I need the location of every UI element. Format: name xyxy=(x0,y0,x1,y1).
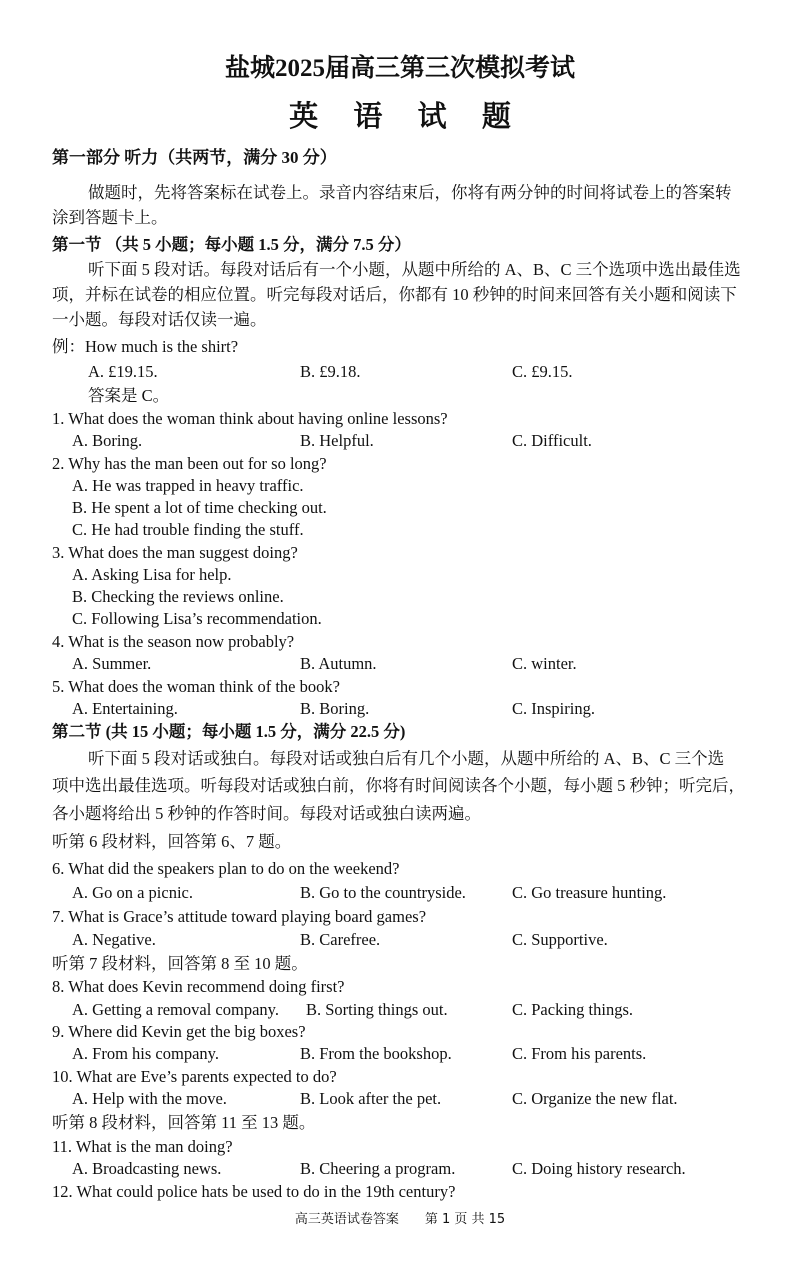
question-7: 7. What is Grace’s attitude toward playing board games? xyxy=(52,907,427,926)
example-answer: 答案是 C。 xyxy=(88,386,170,405)
q6-option-c: C. Go treasure hunting. xyxy=(512,883,667,902)
part1-heading: 第一部分 听力（共两节，满分 30 分） xyxy=(52,148,337,167)
question-4: 4. What is the season now probably? xyxy=(52,632,295,651)
q2-option-a: A. He was trapped in heavy traffic. xyxy=(72,476,304,495)
question-9: 9. Where did Kevin get the big boxes? xyxy=(52,1022,306,1041)
q10-option-c: C. Organize the new flat. xyxy=(512,1089,678,1108)
q6-option-b: B. Go to the countryside. xyxy=(300,883,466,902)
material-8-label: 听第 8 段材料，回答第 11 至 13 题。 xyxy=(52,1113,316,1132)
section2-instruction: 听下面 5 段对话或独白。每段对话或独白后有几个小题，从题中所给的 A、B、C 三个选 xyxy=(88,749,725,768)
section1-instruction: 一小题。每段对话仅读一遍。 xyxy=(52,310,267,329)
q4-option-c: C. winter. xyxy=(512,654,577,673)
q9-option-c: C. From his parents. xyxy=(512,1044,647,1063)
part1-instruction: 做题时，先将答案标在试卷上。录音内容结束后，你将有两分钟的时间将试卷上的答案转 xyxy=(88,183,732,202)
q4-option-b: B. Autumn. xyxy=(300,654,377,673)
q10-option-b: B. Look after the pet. xyxy=(300,1089,442,1108)
section2-instruction: 项中选出最佳选项。听每段对话或独白前，你将有时间阅读各个小题，每小题 5 秒钟；听完后， xyxy=(52,776,745,795)
example-option-c: C. £9.15. xyxy=(512,362,573,381)
question-11: 11. What is the man doing? xyxy=(52,1137,233,1156)
q2-option-b: B. He spent a lot of time checking out. xyxy=(72,498,327,517)
q8-option-a: A. Getting a removal company. xyxy=(72,1000,279,1019)
q3-option-b: B. Checking the reviews online. xyxy=(72,587,284,606)
question-5: 5. What does the woman think of the book? xyxy=(52,677,340,696)
q8-option-c: C. Packing things. xyxy=(512,1000,634,1019)
q5-option-a: A. Entertaining. xyxy=(72,699,178,718)
q1-option-c: C. Difficult. xyxy=(512,431,592,450)
question-12: 12. What could police hats be used to do in the 19th century? xyxy=(52,1182,456,1201)
q11-option-b: B. Cheering a program. xyxy=(300,1159,456,1178)
q11-option-a: A. Broadcasting news. xyxy=(72,1159,222,1178)
q9-option-b: B. From the bookshop. xyxy=(300,1044,452,1063)
q3-option-a: A. Asking Lisa for help. xyxy=(72,565,232,584)
example-option-b: B. £9.18. xyxy=(300,362,361,381)
question-2: 2. Why has the man been out for so long? xyxy=(52,454,327,473)
q1-option-a: A. Boring. xyxy=(72,431,143,450)
q7-option-b: B. Carefree. xyxy=(300,930,381,949)
question-1: 1. What does the woman think about having online lessons? xyxy=(52,409,448,428)
q11-option-c: C. Doing history research. xyxy=(512,1159,686,1178)
example-option-a: A. £19.15. xyxy=(88,362,158,381)
section1-heading: 第一节 （共 5 小题；每小题 1.5 分，满分 7.5 分） xyxy=(52,235,411,254)
question-3: 3. What does the man suggest doing? xyxy=(52,543,298,562)
material-7-label: 听第 7 段材料，回答第 8 至 10 题。 xyxy=(52,954,308,973)
question-10: 10. What are Eve’s parents expected to do? xyxy=(52,1067,337,1086)
q7-option-c: C. Supportive. xyxy=(512,930,608,949)
subject-title: 英 语 试 题 xyxy=(289,101,525,133)
section1-instruction: 项，并标在试卷的相应位置。听完每段对话后，你都有 10 秒钟的时间来回答有关小题和阅读下 xyxy=(52,285,737,304)
section1-instruction: 听下面 5 段对话。每段对话后有一个小题，从题中所给的 A、B、C 三个选项中选出最佳选 xyxy=(88,260,741,279)
exam-title: 盐城2025届高三第三次模拟考试 xyxy=(224,55,575,82)
q7-option-a: A. Negative. xyxy=(72,930,156,949)
material-6-label: 听第 6 段材料，回答第 6、7 题。 xyxy=(52,832,292,851)
example-question: 例：How much is the shirt? xyxy=(52,337,239,356)
section2-heading: 第二节 (共 15 小题；每小题 1.5 分，满分 22.5 分) xyxy=(52,722,406,741)
section2-instruction: 各小题将给出 5 秒钟的作答时间。每段对话或独白读两遍。 xyxy=(52,804,481,823)
q2-option-c: C. He had trouble finding the stuff. xyxy=(72,520,304,539)
q9-option-a: A. From his company. xyxy=(72,1044,219,1063)
q10-option-a: A. Help with the move. xyxy=(72,1089,227,1108)
page-footer: 高三英语试卷答案 第 1 页 共 15 xyxy=(294,1212,506,1227)
question-6: 6. What did the speakers plan to do on the weekend? xyxy=(52,859,400,878)
q5-option-c: C. Inspiring. xyxy=(512,699,595,718)
q6-option-a: A. Go on a picnic. xyxy=(72,883,193,902)
q5-option-b: B. Boring. xyxy=(300,699,370,718)
q3-option-c: C. Following Lisa’s recommendation. xyxy=(72,609,322,628)
question-8: 8. What does Kevin recommend doing first? xyxy=(52,977,345,996)
q8-option-b: B. Sorting things out. xyxy=(306,1000,448,1019)
q1-option-b: B. Helpful. xyxy=(300,431,374,450)
part1-instruction: 涂到答题卡上。 xyxy=(52,208,168,227)
q4-option-a: A. Summer. xyxy=(72,654,152,673)
